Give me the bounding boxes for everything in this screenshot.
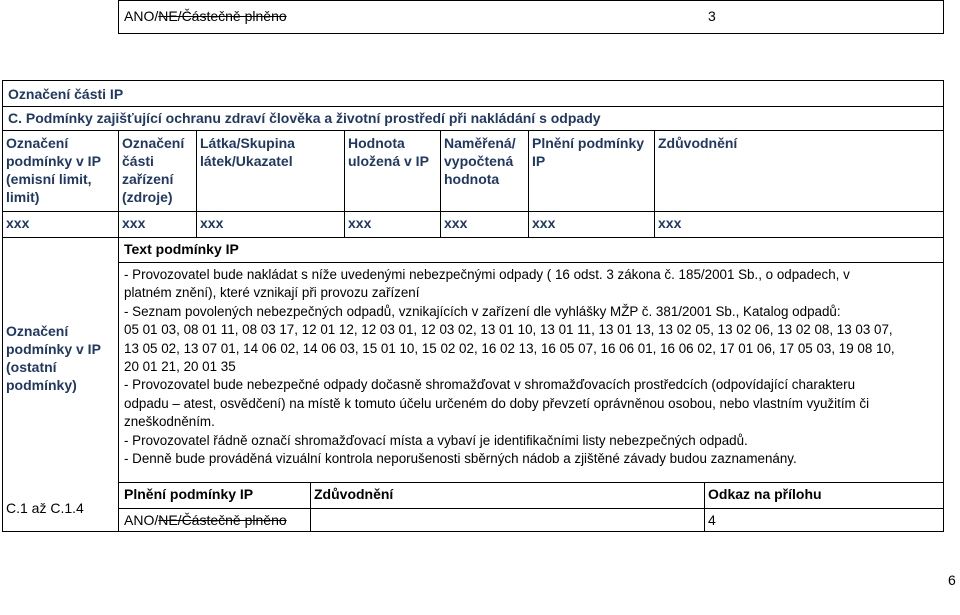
- col-header-measured: Naměřená/ vypočtená hodnota: [444, 135, 516, 187]
- placeholder-cell-5: xxx: [444, 215, 468, 231]
- top-attachment-no: 3: [708, 8, 716, 24]
- placeholder-cell-7: xxx: [658, 215, 682, 231]
- part-label: Označení části IP: [8, 86, 124, 102]
- col-header-substance: Látka/Skupina látek/Ukazatel: [200, 135, 295, 169]
- col-header-fulfilment: Plnění podmínky IP: [532, 135, 645, 169]
- footer-justification-header: Zdůvodnění: [314, 486, 394, 502]
- top-status-struck: NE/Částečně plněno: [158, 8, 287, 24]
- condition-line: zneškodněním.: [124, 414, 215, 430]
- condition-line: platném znění), které vznikají při provozu zařízení: [124, 285, 420, 301]
- condition-line: odpadu – atest, osvědčení) na místě k tomuto účelu určeném do doby převzetí oprávněnou osobou, nebo vlastním využitím či: [124, 395, 870, 411]
- condition-range: C.1 až C.1.4: [6, 500, 84, 516]
- footer-status-yes: ANO/: [124, 512, 159, 528]
- condition-line: - Denně bude prováděná vizuální kontrola neporušenosti sběrných nádob a zjištěné závady budou zaznamenány.: [124, 451, 797, 467]
- condition-line: - Provozovatel bude nebezpečné odpady dočasně shromažďovat v shromažďovacích prostředcích (odpovídající charakteru: [124, 377, 856, 393]
- section-heading: C. Podmínky zajišťující ochranu zdraví člověka a životní prostředí při nakládání s odpady: [8, 110, 601, 126]
- footer-attachment-no: 4: [708, 512, 716, 528]
- footer-status-struck: NE/Částečně plněno: [158, 512, 287, 528]
- col-header-part: Označení části zařízení (zdroje): [122, 135, 185, 205]
- other-conditions-label: Označení podmínky v IP (ostatní podmínky): [6, 323, 101, 393]
- condition-line: - Provozovatel řádně označí shromažďovací místa a vybaví je identifikačními listy nebezpečných odpadů.: [124, 432, 748, 448]
- page-number: 6: [948, 572, 956, 588]
- text-condition-header: Text podmínky IP: [124, 241, 239, 257]
- footer-fulfilment-header: Plnění podmínky IP: [124, 486, 254, 502]
- condition-line: - Provozovatel bude nakládat s níže uvedenými nebezpečnými odpady ( 16 odst. 3 zákona č. 185/2001 Sb., o odpadech, v: [124, 267, 850, 282]
- footer-attachment-header: Odkaz na přílohu: [708, 486, 822, 502]
- condition-line: 05 01 03, 08 01 11, 08 03 17, 12 01 12, 12 03 01, 12 03 02, 13 01 10, 13 01 11, 13 01 13, 13 02 05, 13 02 06, 13 02 08, 13 03 07,: [124, 322, 893, 338]
- top-status: [124, 8, 287, 25]
- condition-line: 13 05 02, 13 07 01, 14 06 02, 14 06 03, 15 01 10, 15 02 02, 16 02 13, 16 05 07, 16 06 01, 16 06 02, 17 01 06, 17 05 03, 19 08 10,: [124, 340, 895, 356]
- placeholder-cell-6: xxx: [532, 215, 556, 231]
- condition-line: 20 01 21, 20 01 35: [124, 359, 236, 375]
- top-status-yes: ANO/: [124, 8, 159, 24]
- placeholder-cell-2: xxx: [122, 215, 146, 231]
- placeholder-cell-3: xxx: [200, 215, 224, 231]
- col-header-condition: Označení podmínky v IP (emisní limit, limit): [6, 135, 101, 205]
- col-header-justification: Zdůvodnění: [658, 135, 738, 151]
- placeholder-cell-1: xxx: [6, 215, 30, 231]
- placeholder-cell-4: xxx: [348, 215, 372, 231]
- col-header-value: Hodnota uložená v IP: [348, 135, 429, 169]
- footer-status: [124, 512, 287, 529]
- condition-text: [124, 266, 895, 468]
- condition-line: - Seznam povolených nebezpečných odpadů, vznikajících v zařízení dle vyhlášky MŽP č. 381/2001 Sb., Katalog odpadů:: [124, 303, 841, 319]
